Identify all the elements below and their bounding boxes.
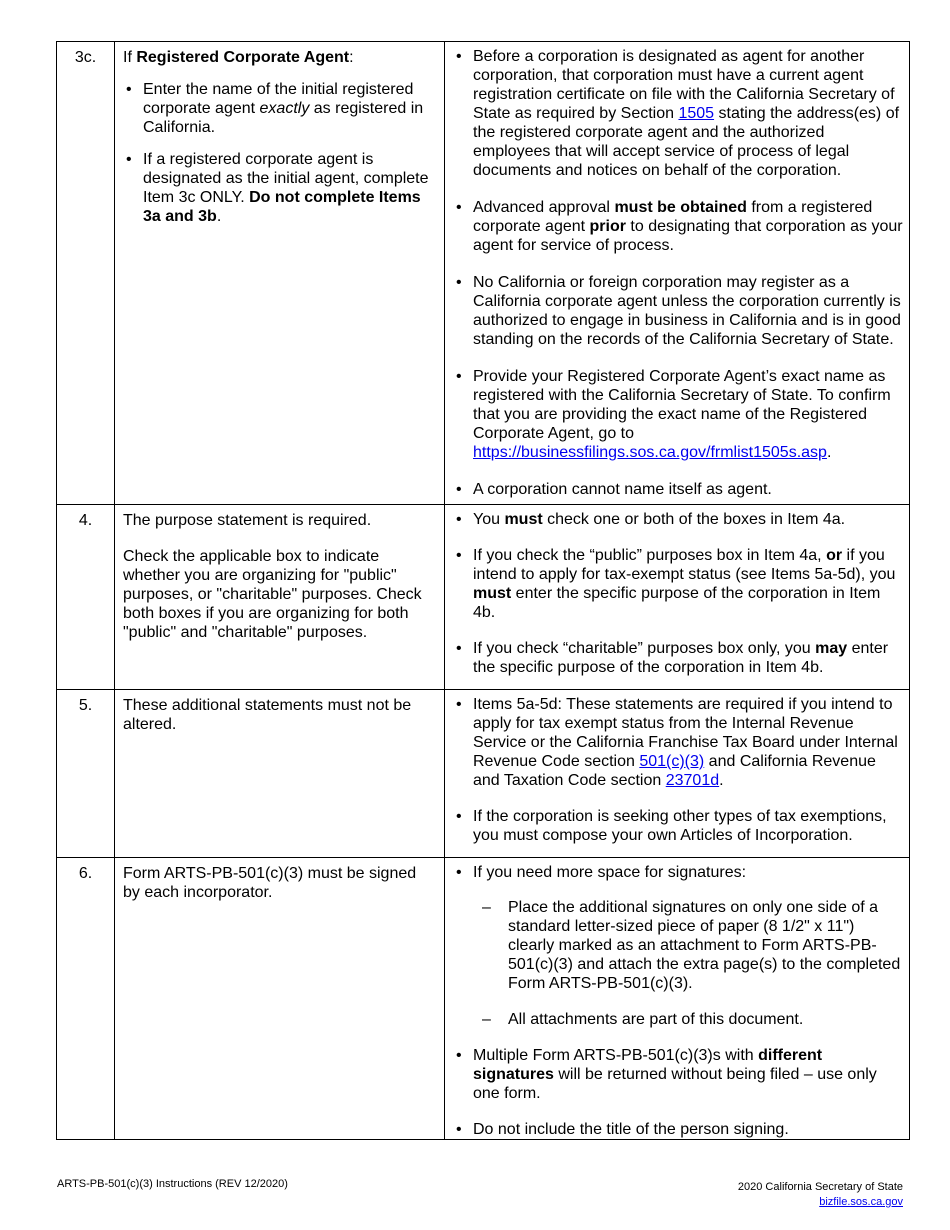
summary-text: Form ARTS-PB-501(c)(3) must be signed by each incorporator. xyxy=(123,865,417,901)
list-item: • If you check “charitable” purposes box only, you may enter the specific purpose of the corporation in Item 4b. xyxy=(453,639,903,677)
item-details xyxy=(445,42,910,505)
sub-list xyxy=(473,898,903,1029)
footer-credits xyxy=(738,1180,903,1210)
details-list xyxy=(453,863,903,1139)
item-number: 5. xyxy=(57,690,115,858)
list-item: • If you check the “public” purposes box in Item 4a, or if you intend to apply for tax-exempt status (see Items 5a-5d), you must enter the specific purpose of the corporation in Item 4b. xyxy=(453,546,903,622)
list-item: • Items 5a-5d: These statements are required if you intend to apply for tax exempt status from the Internal Revenue Service or the California Franchise Tax Board under Internal Revenue Code section 501(c)(3) and California Revenue and Taxation Code section 23701d. xyxy=(453,695,903,790)
item-number: 4. xyxy=(57,505,115,690)
list-item: • Do not include the title of the person signing. xyxy=(453,1120,903,1139)
table-row-5 xyxy=(57,690,910,858)
item-heading: If Registered Corporate Agent: xyxy=(123,49,354,66)
rtc-23701d-link[interactable]: 23701d xyxy=(665,772,720,789)
item-summary xyxy=(115,690,445,858)
list-item: • Enter the name of the initial registered corporate agent exactly as registered in California. xyxy=(123,80,436,137)
list-item: • Provide your Registered Corporate Agent’s exact name as registered with the California Secretary of State. To confirm that you are providing the exact name of the Registered Corporate Agent, go to https://businessfilings.sos.ca.gov/frmlist1505s.asp. xyxy=(453,367,903,462)
list-item: • A corporation cannot name itself as agent. xyxy=(453,480,903,499)
list-item: • You must check one or both of the boxes in Item 4a. xyxy=(453,510,903,529)
sub-list-item: – Place the additional signatures on only one side of a standard letter-sized piece of paper (8 1/2" x 11") clearly marked as an attachment to Form ARTS-PB-501(c)(3) and attach the extra page(s) to the completed Form ARTS-PB-501(c)(3). xyxy=(473,898,903,993)
agent-list-link[interactable]: https://businessfilings.sos.ca.gov/frmlist1505s.asp xyxy=(473,444,827,461)
details-list xyxy=(453,510,903,677)
list-item: • If you need more space for signatures: – Place the additional signatures on only one side of a standard letter-sized piece of paper (8 1/2" x 11") clearly marked as an attachment to Form ARTS-PB-501(c)(3) and attach the extra page(s) to the completed Form ARTS-PB-501(c)(3). – All attachments are part of this document. xyxy=(453,863,903,1029)
item-number: 6. xyxy=(57,858,115,1140)
form-id-footer: ARTS-PB-501(c)(3) Instructions (REV 12/2020) xyxy=(57,1178,288,1190)
copyright-text: 2020 California Secretary of State xyxy=(737,1181,903,1193)
item-number: 3c. xyxy=(57,42,115,505)
list-item: • Multiple Form ARTS-PB-501(c)(3)s with different signatures will be returned without being filed – use only one form. xyxy=(453,1046,903,1103)
bizfile-link[interactable]: bizfile.sos.ca.gov xyxy=(819,1196,903,1208)
summary-text: The purpose statement is required. xyxy=(123,512,372,529)
list-item: • If the corporation is seeking other types of tax exemptions, you must compose your own Articles of Incorporation. xyxy=(453,807,903,845)
item-details xyxy=(445,858,910,1140)
summary-text: Check the applicable box to indicate whether you are organizing for "public" purposes, or "charitable" purposes. Check both boxes if you are organizing for both "public" and "charitable" purposes. xyxy=(123,548,422,641)
item-summary xyxy=(115,42,445,505)
details-list xyxy=(453,695,903,845)
item-summary xyxy=(115,858,445,1140)
instructions-table xyxy=(56,41,910,1140)
table-row-3c xyxy=(57,42,910,505)
item-details xyxy=(445,690,910,858)
list-item: • Before a corporation is designated as agent for another corporation, that corporation must have a current agent registration certificate on file with the California Secretary of State as required by Section 1505 stating the address(es) of the registered corporate agent and the authorized employees that will accept service of process of legal documents and notices on behalf of the corporation. xyxy=(453,47,903,180)
item-summary xyxy=(115,505,445,690)
table-row-4 xyxy=(57,505,910,690)
summary-text: These additional statements must not be altered. xyxy=(123,697,412,733)
list-item: • If a registered corporate agent is designated as the initial agent, complete Item 3c ONLY. Do not complete Items 3a and 3b. xyxy=(123,150,436,226)
section-1505-link[interactable]: 1505 xyxy=(678,105,715,122)
table-row-6 xyxy=(57,858,910,1140)
item-details xyxy=(445,505,910,690)
list-item: • Advanced approval must be obtained from a registered corporate agent prior to designating that corporation as your agent for service of process. xyxy=(453,198,903,255)
sub-list-item: – All attachments are part of this document. xyxy=(473,1010,903,1029)
list-item: • No California or foreign corporation may register as a California corporate agent unless the corporation currently is authorized to engage in business in California and is in good standing on the records of the California Secretary of State. xyxy=(453,273,903,349)
details-list xyxy=(453,47,903,499)
irc-501c3-link[interactable]: 501(c)(3) xyxy=(639,753,705,770)
summary-list xyxy=(123,80,436,226)
